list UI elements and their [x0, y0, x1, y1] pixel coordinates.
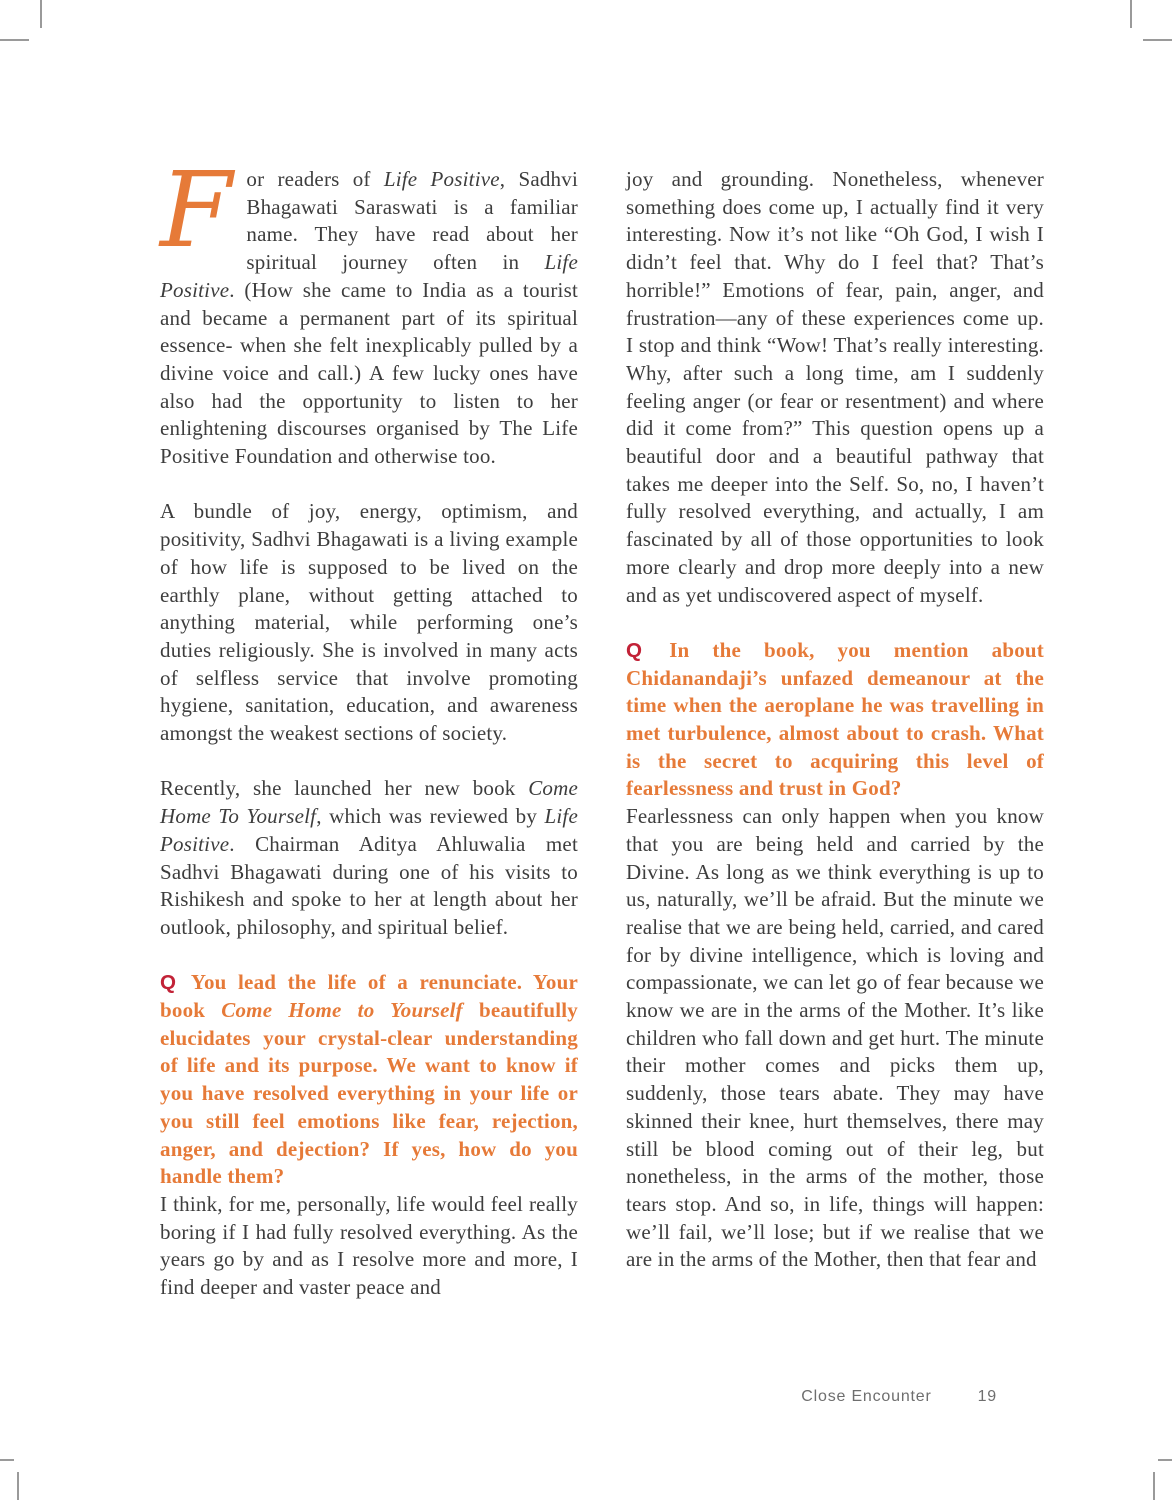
text-run: beautifully elucidates your crystal-clear understanding of life and its purpose. We want to know if you have resolved everything in your life or you still feel emotions like fear, rejection, anger, and dejection? If yes, how do you handle them?	[160, 998, 579, 1189]
left-column	[160, 149, 579, 1302]
body-paragraph	[160, 149, 578, 471]
italic-text-run: Life Positive	[383, 167, 500, 191]
right-column	[626, 166, 1044, 1274]
crop-mark-top-left-vertical	[40, 0, 42, 28]
italic-text-run: Come Home to Yourself	[221, 998, 463, 1023]
text-run: Recently, she launched her new book	[160, 776, 529, 801]
body-paragraph	[626, 803, 1044, 1274]
crop-mark-bottom-right-vertical	[1153, 1472, 1155, 1500]
text-run: In the book, you mention about Chidanandaji’s unfazed demeanour at the time when the aeroplane he was travelling in met turbulence, almost about to crash. What is the secret to acquiring this level of fearlessness and trust in God?	[626, 637, 1044, 801]
q-icon: Q	[160, 971, 177, 995]
page-footer	[801, 1388, 997, 1406]
crop-mark-bottom-left-horizontal	[0, 1459, 14, 1461]
text-run: You lead the life of a renunciate. Your book	[160, 970, 579, 1023]
question-paragraph	[626, 637, 1044, 803]
body-paragraph	[626, 166, 1044, 609]
text-run: or readers of	[246, 167, 384, 191]
text-run: I think, for me, personally, life would feel really boring if I had fully resolved everything. As the years go by and as I resolve more and more, I find deeper and vaster peace and	[160, 1191, 578, 1300]
body-paragraph	[160, 1191, 578, 1302]
crop-mark-top-right-vertical	[1130, 0, 1132, 28]
footer-page-number: 19	[977, 1388, 997, 1405]
italic-text-run: Life Positive	[160, 250, 578, 302]
text-run: Fearlessness can only happen when you know that you are being held and carried by the Divine. As long as we think everything is up to us, naturally, we’ll be afraid. But the minute we realise that we are being held, carried, and cared for by divine intelligence, which is loving and compassionate, we can let go of fear because we know we are in the arms of the Mother. It’s like children who fall down and get hurt. The minute their mother comes and picks them up, suddenly, those tears abate. They may have skinned their knee, hurt themselves, there may still be blood coming out of their leg, but nonetheless, in the arms of the mother, those tears stop. And so, in life, things will happen: we’ll fail, we’ll lose; but if we realise that we are in the arms of the Mother, then that fear and	[626, 804, 1044, 1272]
footer-section-title: Close Encounter	[801, 1388, 932, 1405]
text-run: . (How she came to India as a tourist and became a permanent part of its spiritual essence- when she felt inexplicably pulled by a divine voice and call.) A few lucky ones have also had the opportunity to listen to her enlightening discourses organised by The Life Positive Foundation and otherwise too.	[160, 277, 578, 469]
italic-text-run: Life Positive	[160, 804, 578, 856]
text-run: , which was reviewed by	[316, 804, 545, 829]
text-run: joy and grounding. Nonetheless, whenever something does come up, I actually find it very interesting. Now it’s not like “Oh God, I wish I didn’t feel that. Why do I feel that? That’s horrible!” Emotions of fear, pain, anger, and frustration—any of these experiences come up. I stop and think “Wow! That’s really interesting. Why, after such a long time, am I suddenly feeling anger (or fear or resentment) and where did it come from?” This question opens up a beautiful door and a beautiful pathway that takes me deeper into the Self. So, no, I haven’t fully resolved everything, and actually, I am fascinated by all of those opportunities to look more clearly and drop more deeply into a new and as yet undiscovered aspect of myself.	[626, 167, 1044, 607]
text-run: , Sadhvi Bhagawati Saraswati is a familiar name. They have read about her spiritual journey often in	[246, 167, 578, 275]
text-run: . Chairman Aditya Ahluwalia met Sadhvi Bhagawati during one of his visits to Rishikesh and spoke to her at length about her outlook, philosophy, and spiritual belief.	[160, 831, 578, 939]
crop-mark-bottom-right-horizontal	[1158, 1459, 1172, 1461]
italic-text-run: Come Home To Yourself	[160, 776, 578, 829]
body-paragraph	[160, 775, 578, 941]
crop-mark-top-left-horizontal	[0, 39, 29, 41]
q-icon: Q	[626, 638, 643, 662]
body-paragraph	[160, 498, 578, 747]
crop-mark-top-right-horizontal	[1143, 39, 1172, 41]
drop-cap-letter: F	[160, 149, 233, 271]
question-paragraph	[160, 969, 578, 1191]
crop-mark-bottom-left-vertical	[17, 1472, 19, 1500]
text-run: A bundle of joy, energy, optimism, and positivity, Sadhvi Bhagawati is a living example of how life is supposed to be lived on the earthly plane, without getting attached to anything material, while performing one’s duties religiously. She is involved in many acts of selfless service that involve promoting hygiene, sanitation, education, and awareness amongst the weakest sections of society.	[160, 499, 578, 746]
